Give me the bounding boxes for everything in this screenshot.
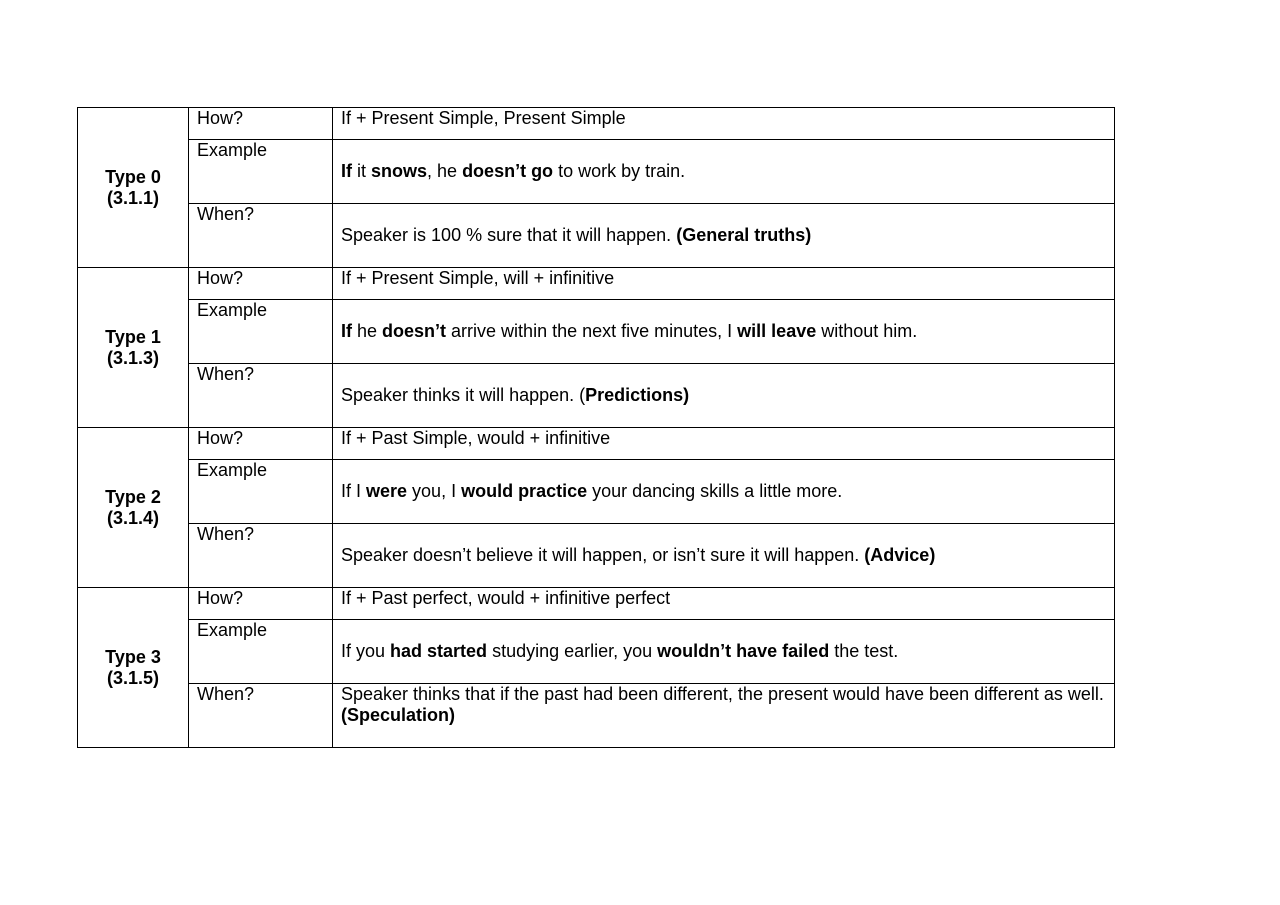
row-label-when <box>189 204 333 268</box>
table-row <box>78 588 1115 620</box>
conditional-type-cell <box>78 428 189 588</box>
example-text-run: had started <box>390 641 488 661</box>
conditional-type-ref: (3.1.5) <box>106 667 160 688</box>
row-label-when <box>189 364 333 428</box>
table-row <box>78 364 1115 428</box>
row-label-example <box>189 620 333 684</box>
example-text-run: wouldn’t have failed <box>657 641 830 661</box>
example-text-run: you, I <box>407 481 462 501</box>
when-description <box>333 684 1115 748</box>
example-text-run: would practice <box>461 481 588 501</box>
row-label-how <box>189 428 333 460</box>
example-text-run: to work by train. <box>553 161 686 181</box>
example-text-run: If you <box>341 641 391 661</box>
example-text-run: he <box>352 321 383 341</box>
row-label-example <box>189 140 333 204</box>
example-label: Example <box>197 140 268 160</box>
when-text-run: (Advice) <box>864 545 936 565</box>
when-label: When? <box>197 684 255 704</box>
when-label: When? <box>197 204 255 224</box>
how-formula <box>333 268 1115 300</box>
row-label-example <box>189 460 333 524</box>
when-description <box>333 204 1115 268</box>
how-label: How? <box>197 108 244 128</box>
example-text-run: , he <box>427 161 463 181</box>
table-row <box>78 268 1115 300</box>
conditional-type-name: Type 1 <box>105 326 161 347</box>
example-sentence <box>333 460 1115 524</box>
example-text-run: the test. <box>829 641 899 661</box>
example-sentence <box>333 300 1115 364</box>
conditional-type-ref: (3.1.1) <box>106 187 160 208</box>
conditional-type-cell <box>78 588 189 748</box>
table-row <box>78 620 1115 684</box>
example-text-run: If <box>341 161 352 181</box>
example-sentence <box>333 140 1115 204</box>
example-text-run: If <box>341 321 352 341</box>
row-label-when <box>189 684 333 748</box>
row-label-how <box>189 108 333 140</box>
example-label: Example <box>197 300 268 320</box>
example-text-run: doesn’t go <box>462 161 554 181</box>
table-row <box>78 300 1115 364</box>
conditional-type-ref: (3.1.3) <box>106 347 160 368</box>
when-description <box>333 524 1115 588</box>
how-formula <box>333 428 1115 460</box>
when-label: When? <box>197 364 255 384</box>
how-formula-text: If + Present Simple, Present Simple <box>341 108 626 128</box>
example-text-run: If I <box>341 481 367 501</box>
table-row <box>78 204 1115 268</box>
example-sentence <box>333 620 1115 684</box>
how-formula-text: If + Past perfect, would + infinitive perfect <box>341 588 671 608</box>
conditional-type-name: Type 0 <box>105 166 161 187</box>
conditionals-table-body <box>78 108 1115 748</box>
table-row <box>78 108 1115 140</box>
conditional-type-cell <box>78 268 189 428</box>
example-text-run: doesn’t <box>382 321 447 341</box>
example-text-run: will leave <box>737 321 817 341</box>
how-label: How? <box>197 428 244 448</box>
how-formula <box>333 588 1115 620</box>
row-label-when <box>189 524 333 588</box>
how-formula <box>333 108 1115 140</box>
example-text-run: snows <box>371 161 428 181</box>
example-text-run: studying earlier, you <box>487 641 658 661</box>
when-text-run: (General truths) <box>676 225 812 245</box>
when-text-run: Speaker thinks it will happen. ( <box>341 385 586 405</box>
example-text-run: were <box>366 481 408 501</box>
conditional-type-name: Type 3 <box>105 646 161 667</box>
how-label: How? <box>197 588 244 608</box>
example-text-run: it <box>352 161 372 181</box>
conditional-type-name: Type 2 <box>105 486 161 507</box>
how-label: How? <box>197 268 244 288</box>
row-label-example <box>189 300 333 364</box>
table-row <box>78 140 1115 204</box>
when-description <box>333 364 1115 428</box>
example-text-run: your dancing skills a little more. <box>587 481 843 501</box>
when-label: When? <box>197 524 255 544</box>
table-row <box>78 524 1115 588</box>
conditional-type-cell <box>78 108 189 268</box>
table-row <box>78 460 1115 524</box>
how-formula-text: If + Present Simple, will + infinitive <box>341 268 615 288</box>
conditionals-table <box>77 107 1115 748</box>
when-text-run: Speaker doesn’t believe it will happen, or isn’t sure it will happen. <box>341 545 865 565</box>
row-label-how <box>189 268 333 300</box>
when-text-run: Predictions) <box>585 385 690 405</box>
table-row <box>78 428 1115 460</box>
how-formula-text: If + Past Simple, would + infinitive <box>341 428 611 448</box>
when-text-run: Speaker thinks that if the past had been different, the present would have been different as well. <box>341 684 1109 704</box>
example-text-run: without him. <box>816 321 918 341</box>
example-label: Example <box>197 460 268 480</box>
example-text-run: arrive within the next five minutes, I <box>446 321 738 341</box>
when-text-run: (Speculation) <box>341 705 456 725</box>
table-row <box>78 684 1115 748</box>
example-label: Example <box>197 620 268 640</box>
when-text-run: Speaker is 100 % sure that it will happen. <box>341 225 677 245</box>
conditional-type-ref: (3.1.4) <box>106 507 160 528</box>
row-label-how <box>189 588 333 620</box>
